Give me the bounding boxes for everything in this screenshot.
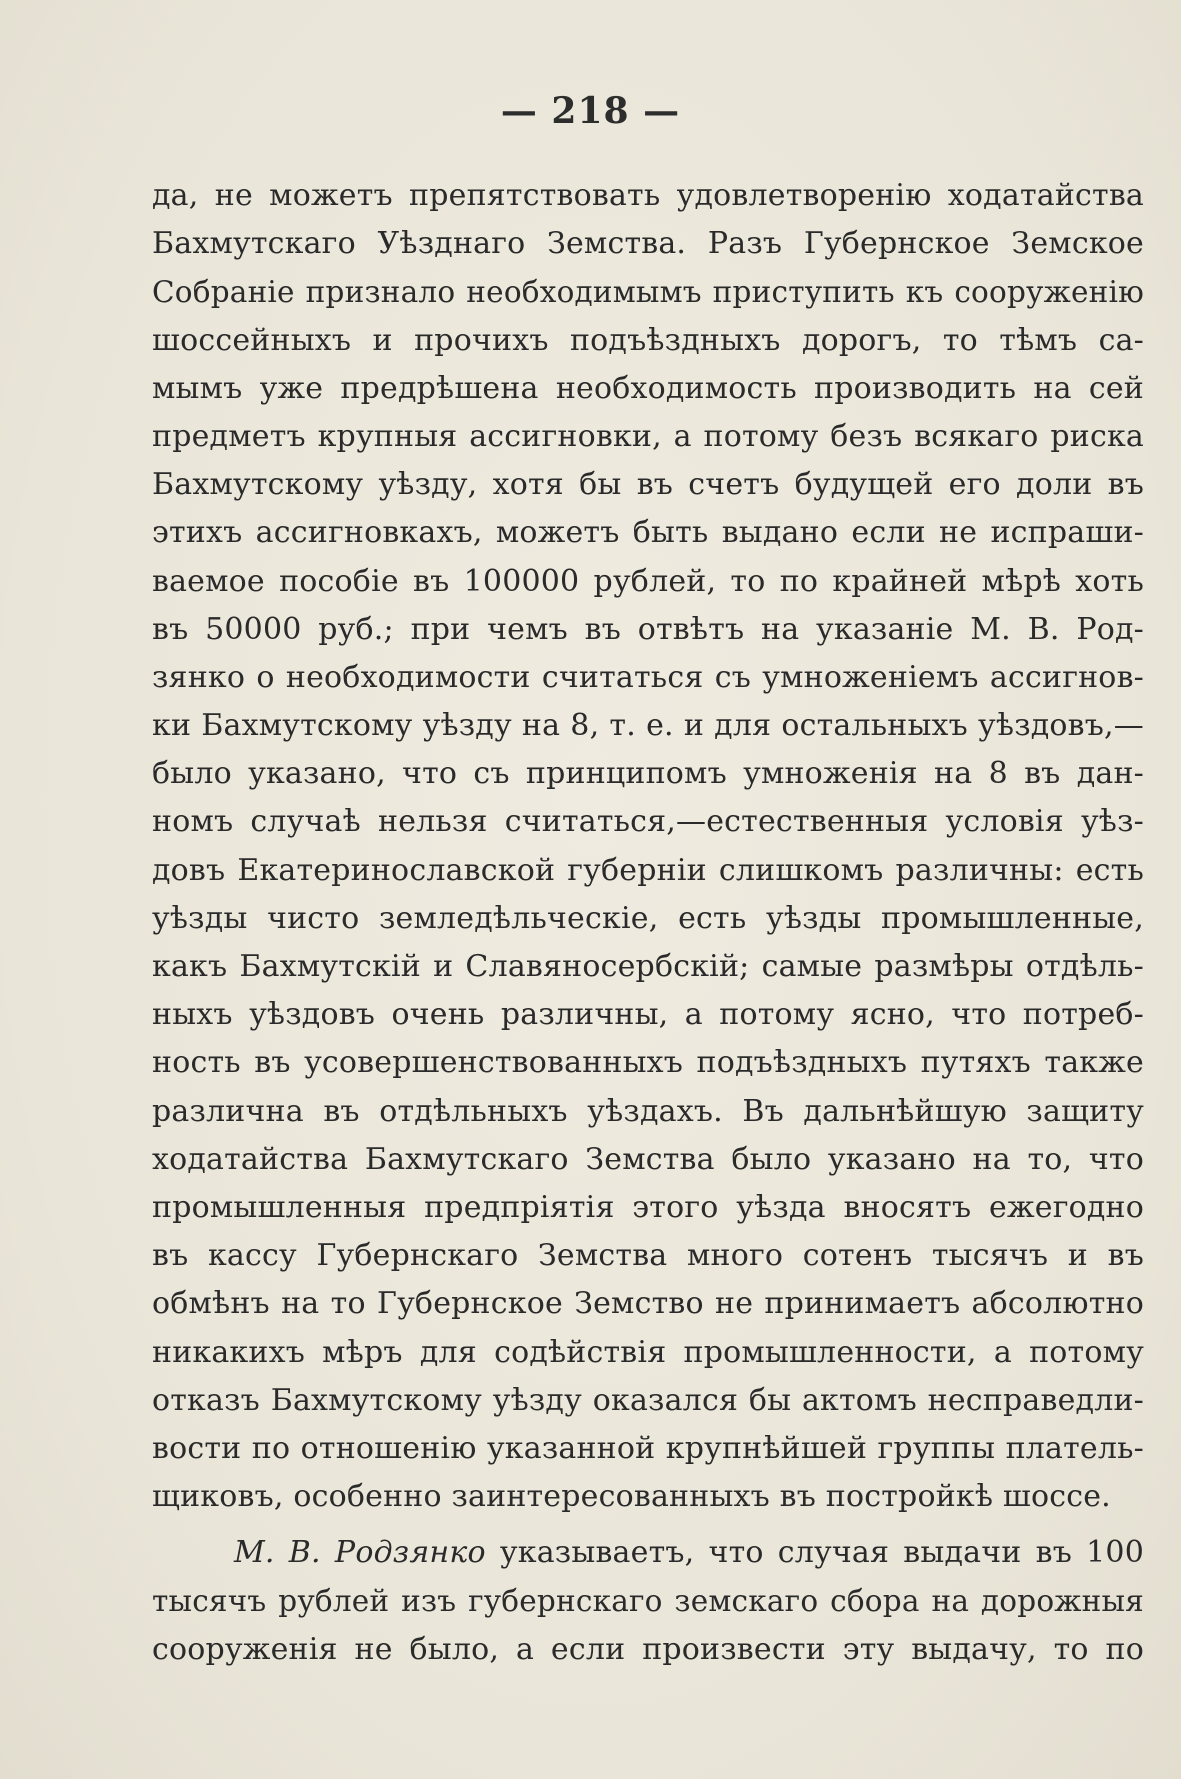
text-line: въ 50000 руб.; при чемъ въ отвѣтъ на указаніе М. В. Род- (152, 611, 1144, 647)
text-line: зянко о необходимости считаться съ умноженіемъ ассигнов- (152, 659, 1144, 695)
speaker-name: М. В. Родзянко (234, 1535, 486, 1571)
speaker-text: указываетъ, что случая выдачи въ 100 (499, 1535, 1144, 1571)
text-line: ваемое пособіе въ 100000 рублей, то по крайней мѣрѣ хоть (152, 563, 1144, 599)
text-line: отказъ Бахмутскому уѣзду оказался бы актомъ несправедли- (152, 1382, 1144, 1418)
paragraph-1 (152, 172, 1144, 1521)
paragraph-gap (152, 1521, 1144, 1529)
text-line: обмѣнъ на то Губернское Земство не принимаетъ абсолютно (152, 1286, 1144, 1322)
text-line: никакихъ мѣръ для содѣйствія промышленности, а потому (152, 1334, 1144, 1370)
text-line: ходатайства Бахмутскаго Земства было указано на то, что (152, 1141, 1144, 1177)
text-line: промышленныя предпріятія этого уѣзда вносятъ ежегодно (152, 1189, 1144, 1225)
text-line: уѣзды чисто земледѣльческіе, есть уѣзды промышленные, (152, 900, 1144, 936)
text-line: Собраніе признало необходимымъ приступить къ сооруженію (152, 275, 1144, 310)
paragraph-2 (152, 1529, 1144, 1674)
text-line: Бахмутскаго Уѣзднаго Земства. Разъ Губернское Земское (152, 226, 1144, 262)
text-line: ки Бахмутскому уѣзду на 8, т. е. и для остальныхъ уѣздовъ,— (152, 708, 1144, 744)
text-line: тысячъ рублей изъ губернскаго земскаго сбора на дорожныя (152, 1584, 1144, 1619)
text-line: шоссейныхъ и прочихъ подъѣздныхъ дорогъ, то тѣмъ са- (152, 322, 1144, 358)
page-number: — 218 — (500, 90, 681, 132)
text-line: какъ Бахмутскій и Славяносербскій; самые размѣры отдѣль- (152, 949, 1144, 984)
text-line: щиковъ, особенно заинтересованныхъ въ постройкѣ шоссе. (152, 1479, 1111, 1515)
text-line: да, не можетъ препятствовать удовлетворенію ходатайства (152, 178, 1144, 213)
text-line: Бахмутскому уѣзду, хотя бы въ счетъ будущей его доли въ (152, 467, 1144, 503)
text-line: различна въ отдѣльныхъ уѣздахъ. Въ дальнѣйшую защиту (152, 1093, 1144, 1129)
body-text (152, 172, 1144, 1674)
text-line: въ кассу Губернскаго Земства много сотенъ тысячъ и въ (152, 1238, 1144, 1274)
text-line: предметъ крупныя ассигновки, а потому безъ всякаго риска (152, 418, 1144, 454)
text-line (152, 1529, 1144, 1577)
text-line: этихъ ассигновкахъ, можетъ быть выдано если не испраши- (152, 515, 1144, 551)
text-line: ность въ усовершенствованныхъ подъѣздныхъ путяхъ также (152, 1045, 1144, 1081)
text-line: довъ Екатеринославской губерніи слишкомъ различны: есть (152, 852, 1144, 888)
text-line: вости по отношенію указанной крупнѣйшей группы платель- (152, 1430, 1144, 1466)
text-line: сооруженія не было, а если произвести эту выдачу, то по (152, 1631, 1144, 1667)
text-line: ныхъ уѣздовъ очень различны, а потому ясно, что потреб- (152, 997, 1144, 1033)
text-line: номъ случаѣ нельзя считаться,—естественныя условія уѣз- (152, 804, 1144, 840)
text-line: было указано, что съ принципомъ умноженія на 8 въ дан- (152, 756, 1144, 792)
text-line: мымъ уже предрѣшена необходимость производить на сей (152, 370, 1144, 406)
